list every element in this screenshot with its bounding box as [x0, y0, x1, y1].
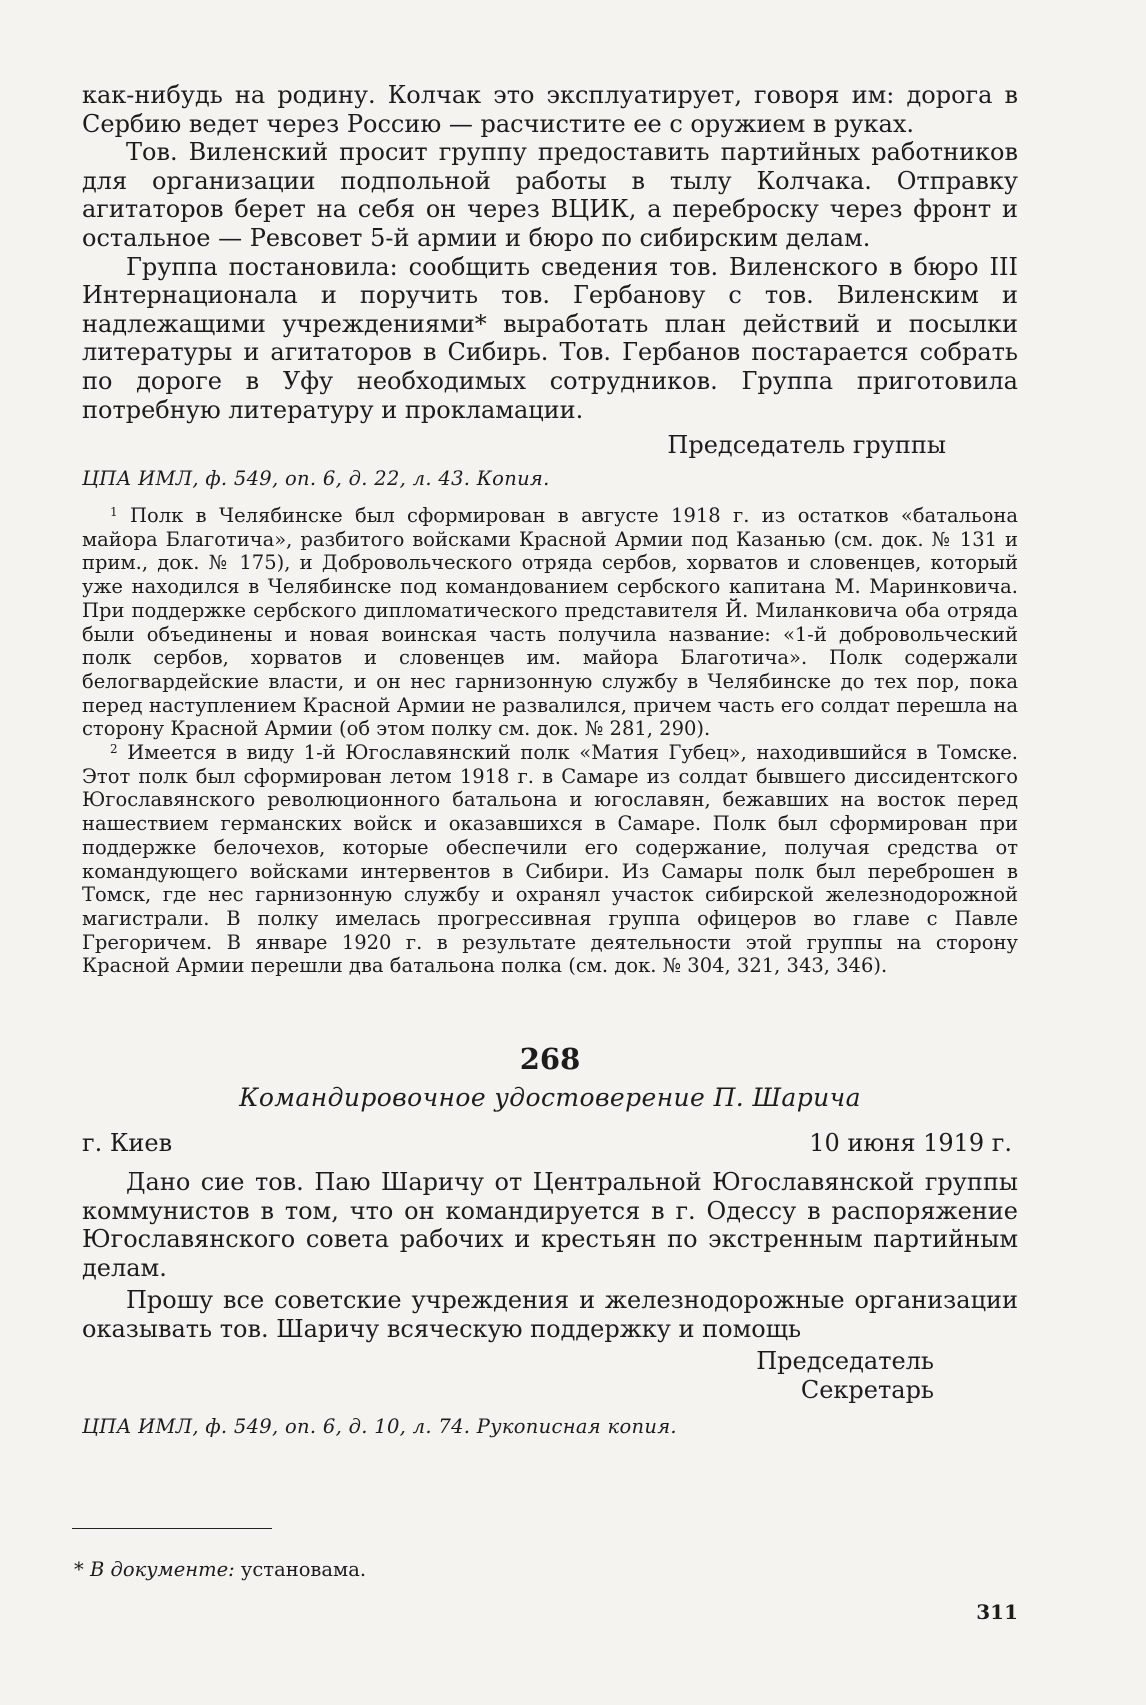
- archive-source: ЦПА ИМЛ, ф. 549, оп. 6, д. 22, л. 43. Копия.: [82, 467, 550, 490]
- footnotes: [82, 504, 1018, 978]
- signature-chair: Председатель группы: [667, 431, 946, 459]
- footnote-star: [74, 1558, 674, 1582]
- paragraph: как-нибудь на родину. Колчак это эксплуатирует, говоря им: дорога в Сербию ведет через Россию — расчистите ее с оружием в руках.: [82, 81, 1018, 138]
- footnote-marker: 1: [110, 505, 118, 519]
- signatory-chair: Председатель: [756, 1347, 934, 1375]
- footnote-text: Полк в Челябинске был сформирован в августе 1918 г. из остатков «батальона майора Благотича», разбитого войсками Красной Армии под Казанью (см. док. № 131 и прим., док. № 175), и Добровольческого отряда сербов, хорватов и словенцев, который уже находился в Челябинске под командованием сербского капитана М. Маринковича. При поддержке сербского дипломатического представителя Й. Миланковича оба отряда были объединены и новая воинская часть получила название: «1-й добровольческий полк сербов, хорватов и словенцев им. майора Благотича». Полк содержали белогвардейские власти, и он нес гарнизонную службу в Челябинске до тех пор, пока перед наступлением Красной Армии не развалился, причем часть его солдат перешла на сторону Красной Армии (об этом полку см. док. № 281, 290).: [82, 504, 1018, 741]
- document-date: 10 июня 1919 г.: [809, 1129, 1012, 1157]
- place-date-line: [82, 1128, 1012, 1158]
- signatory-secretary: Секретарь: [800, 1376, 934, 1404]
- page-number: 311: [976, 1600, 1018, 1624]
- footnote-star-text: установама.: [240, 1558, 367, 1581]
- document-archive-source: ЦПА ИМЛ, ф. 549, оп. 6, д. 10, л. 74. Рукописная копия.: [82, 1415, 677, 1438]
- footnote-text: Имеется в виду 1-й Югославянский полк «Матия Губец», находившийся в Томске. Этот полк был сформирован летом 1918 г. в Самаре из солдат бывшего диссидентского Югославянского революционного батальона и югославян, бежавших на восток перед нашествием германских войск и оказавшихся в Самаре. Полк был сформирован при поддержке белочехов, которые обеспечили его содержание, получая средства от командующего войсками интервентов в Сибири. Из Самары полк был переброшен в Томск, где нес гарнизонную службу и охранял участок сибирской железнодорожной магистрали. В полку имелась прогрессивная группа офицеров во главе с Павле Грегоричем. В январе 1920 г. в результате деятельности этой группы на сторону Красной Армии перешли два батальона полка (см. док. № 304, 321, 343, 346).: [82, 741, 1018, 978]
- footnote-star-label: * В документе:: [74, 1558, 235, 1581]
- document-place: г. Киев: [82, 1129, 173, 1157]
- document-signatories: [600, 1347, 934, 1405]
- paragraph: Тов. Виленский просит группу предоставить партийных работников для организации подпольной работы в тылу Колчака. Отправку агитаторов берет на себя он через ВЦИК, а переброску через фронт и остальное — Ревсовет 5-й армии и бюро по сибирским делам.: [82, 138, 1018, 252]
- document-number: 268: [519, 1042, 581, 1076]
- paragraph: Прошу все советские учреждения и железнодорожные организации оказывать тов. Шаричу всяческую поддержку и помощь: [82, 1286, 1018, 1343]
- document-body: [82, 1168, 1018, 1344]
- footnote-1: [82, 504, 1018, 741]
- footnote-2: [82, 741, 1018, 978]
- main-text: [82, 81, 1018, 424]
- footnote-marker: 2: [110, 742, 118, 757]
- document-title: Командировочное удостоверение П. Шарича: [239, 1083, 861, 1112]
- paragraph: Группа постановила: сообщить сведения тов. Виленского в бюро III Интернационала и поручить тов. Гербанову с тов. Виленским и надлежащими учреждениями* выработать план действий и посылки литературы и агитаторов в Сибирь. Тов. Гербанов постарается собрать по дороге в Уфу необходимых сотрудников. Группа приготовила потребную литературу и прокламации.: [82, 252, 1018, 424]
- paragraph: Дано сие тов. Паю Шаричу от Центральной Югославянской группы коммунистов в том, что он командируется в г. Одессу в распоряжение Югославянского совета рабочих и крестьян по экстренным партийным делам.: [82, 1168, 1018, 1282]
- footnote-divider: [72, 1528, 272, 1529]
